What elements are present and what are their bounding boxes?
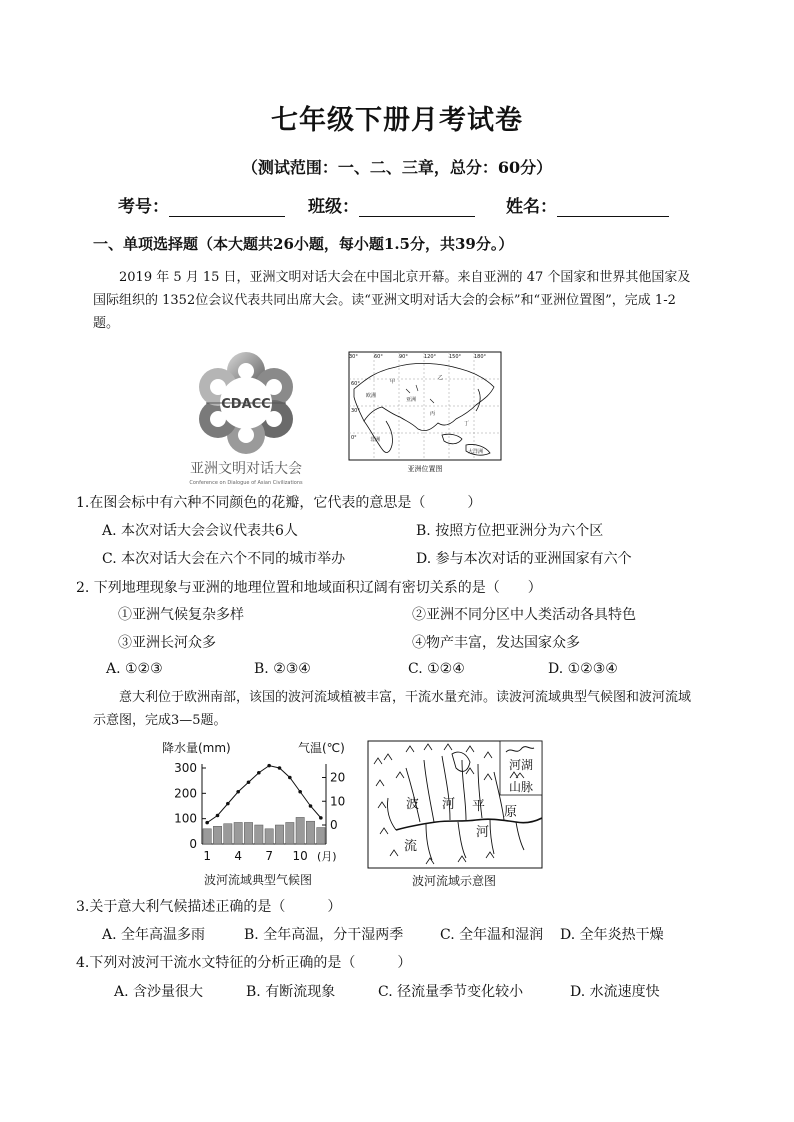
exam-scope-subtitle: （测试范围：一、二、三章，总分：60分）	[241, 158, 553, 177]
q2-statement-1: ①亚洲气候复杂多样	[118, 607, 244, 623]
section-heading: 一、单项选择题（本大题共26小题，每小题1.5分，共39分。）	[93, 235, 514, 253]
class-blank[interactable]	[359, 198, 475, 217]
asia-position-map	[346, 349, 504, 477]
q4-stem: 4.下列对波河干流水文特征的分析正确的是（ ）	[76, 955, 412, 971]
svg-text:90°: 90°	[399, 354, 408, 360]
climate-chart	[158, 736, 358, 896]
temperature-point	[267, 764, 271, 768]
name-field[interactable]	[506, 192, 669, 217]
temperature-point	[288, 776, 292, 780]
temperature-point	[309, 804, 313, 808]
precip-bar	[275, 825, 283, 844]
q4-option-a[interactable]: A. 含沙量很大	[114, 984, 204, 1000]
precip-bar	[213, 826, 221, 844]
right-tick-label: 0	[330, 818, 338, 832]
x-tick-label: 10	[292, 849, 308, 863]
precip-bar	[203, 829, 211, 844]
temperature-line	[207, 766, 321, 823]
precip-bar	[296, 817, 304, 844]
x-tick-label: 4	[234, 849, 242, 863]
precip-bar	[234, 822, 242, 844]
legend-river-lake: 河湖	[508, 758, 534, 772]
temperature-point	[247, 780, 251, 784]
left-tick-label: 300	[174, 761, 197, 775]
x-unit-label: (月)	[317, 850, 337, 863]
q2-option-b[interactable]: B. ②③④	[254, 661, 311, 677]
precip-bar	[244, 822, 252, 844]
right-tick-label: 10	[330, 794, 346, 809]
q3-stem: 3.关于意大利气候描述正确的是（ ）	[76, 899, 342, 915]
x-tick-label: 1	[203, 849, 211, 863]
climate-caption: 波河流域典型气候图	[203, 873, 313, 887]
logo-chinese-name: 亚洲文明对话大会	[190, 461, 302, 477]
temperature-point	[298, 790, 302, 794]
svg-text:30°: 30°	[351, 408, 360, 414]
po-label-2: 河	[442, 797, 456, 812]
q1-option-c[interactable]: C. 本次对话大会在六个不同的城市举办	[102, 551, 346, 567]
left-tick-label: 100	[174, 811, 197, 826]
svg-text:150°: 150°	[449, 354, 462, 360]
exam-number-blank[interactable]	[169, 198, 285, 217]
q2-statement-3: ③亚洲长河众多	[118, 635, 216, 651]
temperature-point	[257, 771, 261, 775]
legend-mountain: 山脉	[508, 780, 534, 794]
left-axis-label: 降水量(mm)	[162, 741, 231, 755]
right-tick-label: 20	[330, 770, 346, 785]
asia-map-caption: 亚洲位置图	[407, 465, 443, 473]
po-river-map	[366, 738, 546, 896]
class-label: 班级：	[308, 197, 359, 217]
svg-text:亚洲: 亚洲	[406, 397, 417, 403]
name-blank[interactable]	[557, 198, 669, 217]
svg-text:欧洲: 欧洲	[366, 393, 377, 399]
q1-stem: 1.在图会标中有六种不同颜色的花瓣，它代表的意思是（ ）	[76, 495, 482, 511]
precip-bar	[265, 829, 273, 844]
svg-text:60°: 60°	[351, 381, 360, 387]
po-label-3: 平	[472, 799, 486, 814]
q2-option-d[interactable]: D. ①②③④	[548, 661, 618, 677]
q4-option-b[interactable]: B. 有断流现象	[246, 984, 336, 1000]
svg-text:丙: 丙	[430, 411, 436, 417]
exam-number-label: 考号：	[118, 197, 169, 217]
passage-1: 2019 年 5 月 15 日，亚洲文明对话大会在中国北京开幕。来自亚洲的 47 个国家和世界其他国家及国际组织的 1352位会议代表共同出席大会。读“亚洲文明对话大会的会标”和“亚洲位置图”，完成 1-2 题。	[93, 270, 691, 331]
q2-statement-2: ②亚洲不同分区中人类活动各具特色	[412, 607, 636, 623]
svg-text:60°: 60°	[374, 354, 383, 360]
po-label-5: 河	[476, 825, 490, 840]
po-label-4: 原	[504, 805, 518, 820]
svg-text:30°: 30°	[349, 354, 358, 360]
temperature-point	[226, 802, 230, 806]
svg-text:非洲: 非洲	[370, 437, 381, 443]
passage-2: 意大利位于欧洲南部，该国的波河流域植被丰富，干流水量充沛。读波河流域典型气候图和波河流域示意图，完成3—5题。	[93, 690, 692, 728]
svg-text:180°: 180°	[474, 354, 487, 360]
q2-stem: 2. 下列地理现象与亚洲的地理位置和地域面积辽阔有密切关系的是（ ）	[76, 580, 542, 596]
class-field[interactable]	[308, 192, 475, 217]
svg-text:120°: 120°	[424, 354, 437, 360]
precip-bar	[306, 821, 314, 844]
name-label: 姓名：	[506, 197, 557, 217]
temperature-point	[278, 766, 282, 770]
precip-bar	[286, 822, 294, 844]
exam-number-field[interactable]	[118, 192, 285, 217]
precip-bar	[317, 828, 325, 844]
q1-option-a[interactable]: A. 本次对话大会会议代表共6人	[102, 523, 298, 539]
q3-option-a[interactable]: A. 全年高温多雨	[102, 927, 206, 943]
q3-option-c[interactable]: C. 全年温和湿润	[440, 927, 544, 943]
right-axis-label: 气温(℃)	[298, 741, 345, 755]
po-label-6: 流	[404, 839, 418, 854]
q3-option-d[interactable]: D. 全年炎热干燥	[560, 927, 664, 943]
precip-bar	[224, 824, 232, 844]
svg-text:0°: 0°	[351, 435, 357, 441]
logo-abbr: CDACC	[221, 397, 271, 412]
temperature-point	[216, 814, 220, 818]
q2-option-c[interactable]: C. ①②④	[408, 661, 465, 677]
logo-english-name: Conference on Dialogue of Asian Civilizations	[189, 480, 303, 486]
left-tick-label: 200	[174, 786, 197, 801]
q2-statement-4: ④物产丰富，发达国家众多	[412, 635, 580, 651]
page-title: 七年级下册月考试卷	[271, 105, 523, 136]
svg-text:大洋洲: 大洋洲	[468, 449, 484, 455]
po-label-1: 波	[406, 797, 420, 812]
svg-text:丁: 丁	[464, 421, 470, 427]
po-map-caption: 波河流域示意图	[411, 874, 497, 888]
x-tick-label: 7	[265, 849, 273, 863]
temperature-point	[205, 821, 209, 825]
q1-option-b[interactable]: B. 按照方位把亚洲分为六个区	[416, 523, 604, 539]
q2-option-a[interactable]: A. ①②③	[106, 661, 163, 677]
svg-text:甲: 甲	[390, 379, 396, 385]
temperature-point	[236, 790, 240, 794]
q1-option-d[interactable]: D. 参与本次对话的亚洲国家有六个	[416, 551, 632, 567]
q3-option-b[interactable]: B. 全年高温，分干湿两季	[244, 927, 404, 943]
cdacc-logo	[180, 345, 315, 490]
precip-bar	[255, 825, 263, 844]
left-tick-label: 0	[189, 837, 197, 851]
temperature-point	[319, 816, 323, 820]
svg-text:乙: 乙	[438, 375, 444, 381]
q4-option-d[interactable]: D. 水流速度快	[570, 984, 660, 1000]
q4-option-c[interactable]: C. 径流量季节变化较小	[378, 984, 524, 1000]
